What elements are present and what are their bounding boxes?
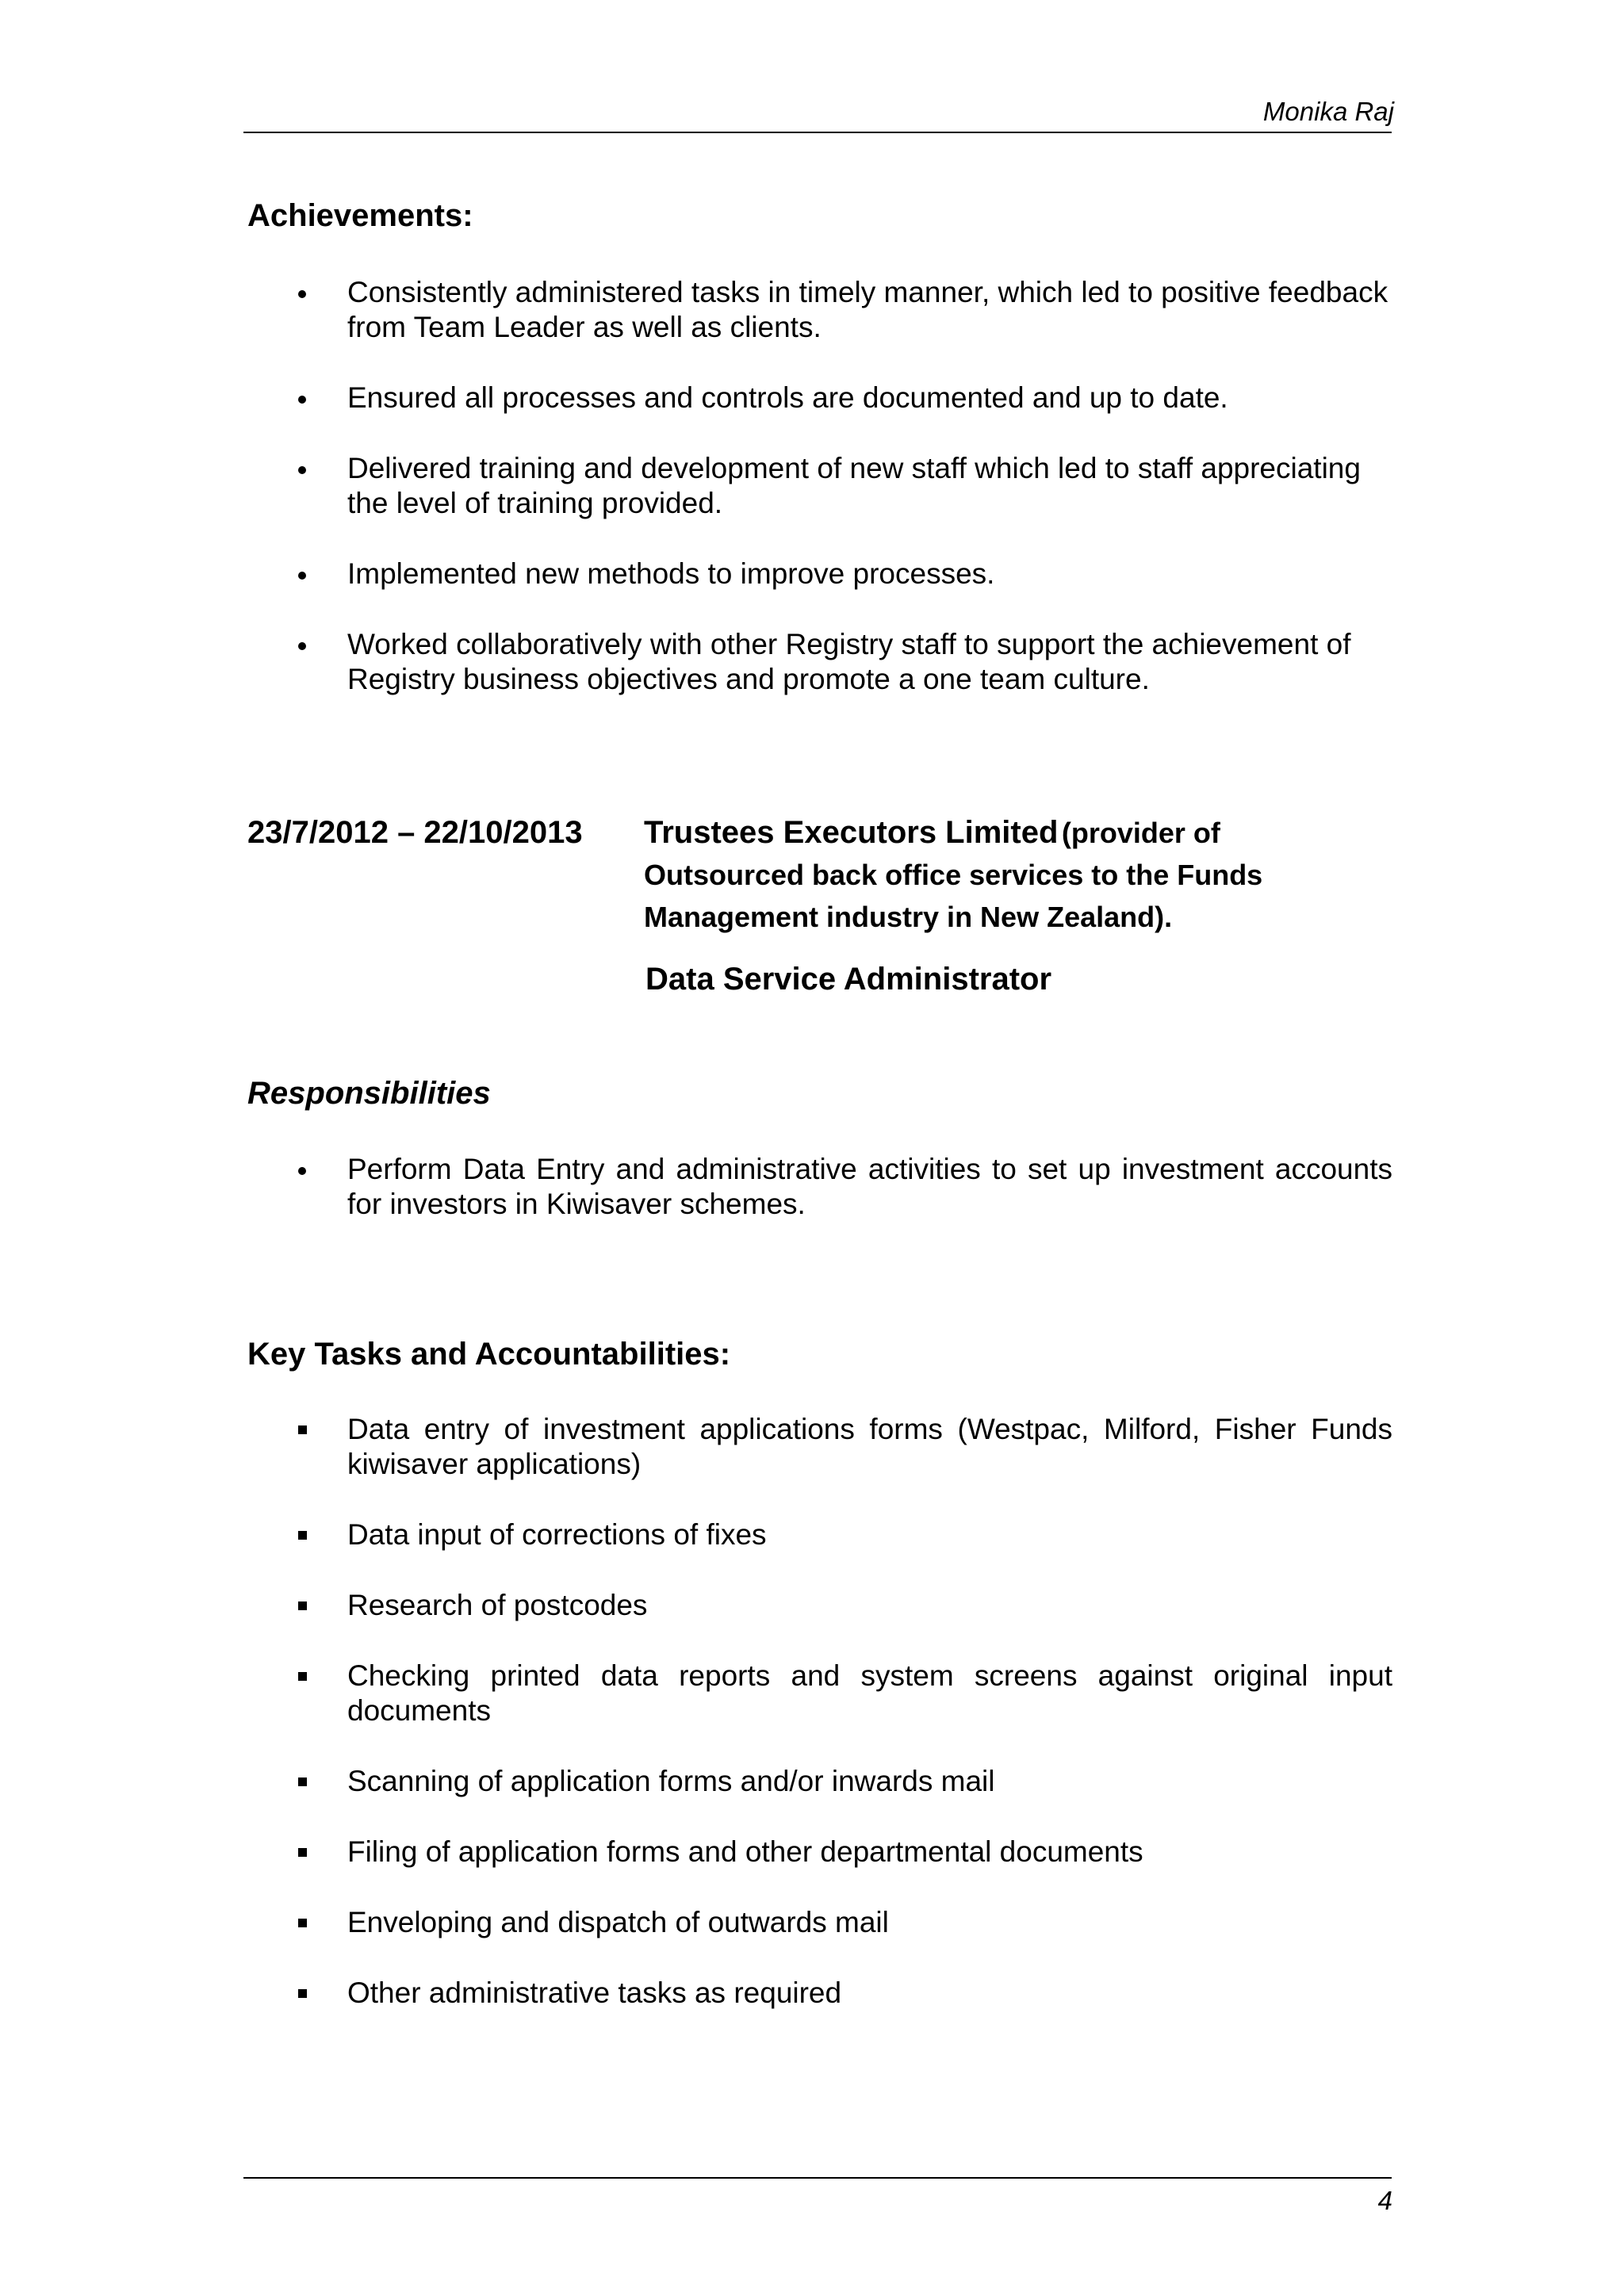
square-bullet-icon — [298, 1601, 307, 1610]
bullet-icon — [298, 642, 306, 650]
list-item — [290, 557, 1392, 591]
list-item — [290, 1152, 1392, 1222]
list-item-text: Data entry of investment applications forms (Westpac, Milford, Fisher Funds kiwisaver applications) — [347, 1413, 1392, 1480]
list-item — [290, 1588, 1392, 1623]
square-bullet-icon — [298, 1848, 307, 1857]
list-item-text: Other administrative tasks as required — [347, 1976, 842, 2009]
job-title: Data Service Administrator — [645, 962, 1052, 997]
list-item-text: Perform Data Entry and administrative activities to set up investment accounts for investors in Kiwisaver schemes. — [347, 1153, 1392, 1220]
square-bullet-icon — [298, 1425, 307, 1434]
list-item-text: Worked collaboratively with other Registry staff to support the achievement of Registry business objectives and promote a one team culture. — [347, 628, 1351, 695]
job-dates: 23/7/2012 – 22/10/2013 — [247, 815, 583, 850]
square-bullet-icon — [298, 1989, 307, 1998]
list-item-text: Scanning of application forms and/or inwards mail — [347, 1765, 995, 1797]
square-bullet-icon — [298, 1531, 307, 1540]
bullet-icon — [298, 1167, 306, 1175]
responsibilities-heading: Responsibilities — [247, 1076, 491, 1111]
achievements-list — [290, 275, 1392, 733]
employer-description: (provider of Outsourced back office services to the Funds Management industry in New Zealand). — [644, 817, 1263, 933]
list-item-text: Research of postcodes — [347, 1589, 648, 1621]
list-item — [290, 451, 1392, 521]
bullet-icon — [298, 572, 306, 580]
footer-rule — [243, 2177, 1392, 2179]
list-item — [290, 275, 1392, 345]
list-item — [290, 381, 1392, 415]
page-number: 4 — [1377, 2186, 1392, 2215]
list-item — [290, 1835, 1392, 1869]
list-item — [290, 1517, 1392, 1552]
list-item-text: Enveloping and dispatch of outwards mail — [347, 1906, 889, 1938]
list-item-text: Data input of corrections of fixes — [347, 1518, 767, 1551]
bullet-icon — [298, 290, 306, 298]
bullet-icon — [298, 466, 306, 474]
list-item-text: Implemented new methods to improve processes. — [347, 557, 995, 590]
list-item-text: Checking printed data reports and system screens against original input documents — [347, 1659, 1392, 1727]
header-rule — [243, 132, 1392, 133]
list-item — [290, 1659, 1392, 1728]
list-item — [290, 1976, 1392, 2011]
list-item — [290, 627, 1392, 697]
list-item — [290, 1905, 1392, 1940]
responsibilities-list — [290, 1152, 1392, 1257]
list-item-text: Filing of application forms and other departmental documents — [347, 1835, 1143, 1868]
bullet-icon — [298, 396, 306, 404]
list-item — [290, 1412, 1392, 1482]
list-item-text: Ensured all processes and controls are documented and up to date. — [347, 381, 1228, 414]
job-employer — [644, 815, 1358, 941]
list-item-text: Consistently administered tasks in timely manner, which led to positive feedback from Team Leader as well as clients. — [347, 276, 1388, 343]
square-bullet-icon — [298, 1919, 307, 1927]
key-tasks-heading: Key Tasks and Accountabilities: — [247, 1337, 731, 1372]
list-item — [290, 1764, 1392, 1799]
square-bullet-icon — [298, 1672, 307, 1681]
employer-name: Trustees Executors Limited — [644, 815, 1059, 850]
square-bullet-icon — [298, 1777, 307, 1786]
page-header-name: Monika Raj — [1262, 97, 1394, 126]
list-item-text: Delivered training and development of new staff which led to staff appreciating the level of training provided. — [347, 452, 1361, 519]
key-tasks-list — [290, 1412, 1392, 2046]
achievements-heading: Achievements: — [247, 198, 473, 233]
